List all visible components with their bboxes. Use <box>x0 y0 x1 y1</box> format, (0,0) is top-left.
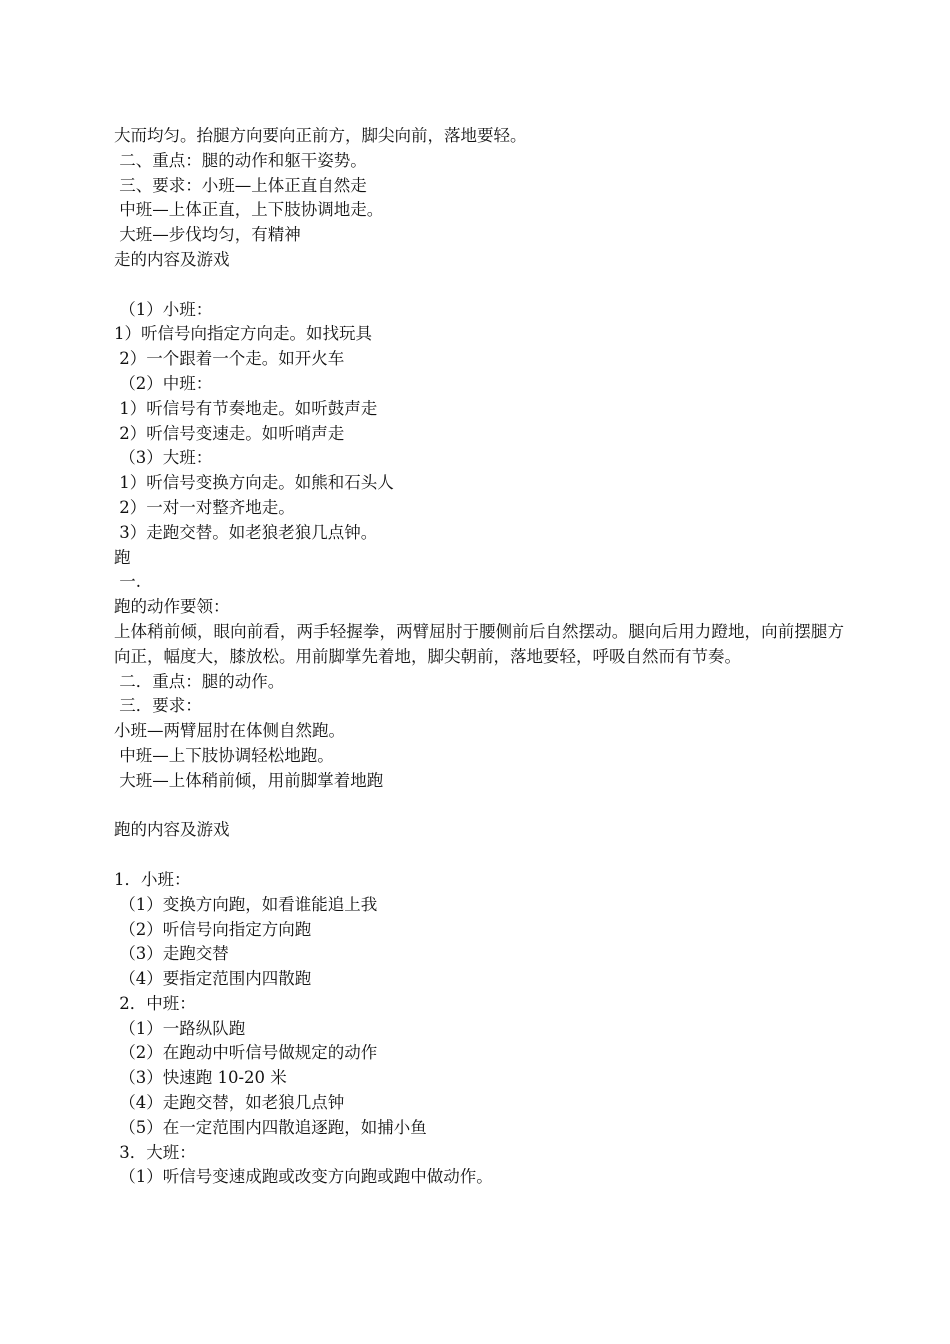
walk-req-senior: 大班—步伐均匀，有精神 <box>114 225 301 245</box>
walk-middle-item-1: 1）听信号有节奏地走。如听鼓声走 <box>114 398 378 418</box>
walk-req-middle: 中班—上体正直，上下肢协调地走。 <box>114 200 384 220</box>
walk-small-item-1: 1）听信号向指定方向走。如找玩具 <box>114 324 372 344</box>
walk-senior-item-3: 3）走跑交替。如老狼老狼几点钟。 <box>114 522 378 542</box>
walk-middle-class: （2）中班： <box>114 373 213 393</box>
run-small-item-1: （1）变换方向跑，如看谁能追上我 <box>114 894 378 914</box>
run-middle-item-5: （5）在一定范围内四散追逐跑，如捕小鱼 <box>114 1117 427 1137</box>
walk-senior-item-2: 2）一对一对整齐地走。 <box>114 497 295 517</box>
run-senior-class: 3．大班： <box>114 1142 196 1162</box>
run-heading: 跑 <box>114 547 131 567</box>
run-middle-item-3: （3）快速跑 10-20 米 <box>114 1068 287 1088</box>
document-body <box>114 124 844 1190</box>
run-small-class: 1．小班： <box>114 869 191 889</box>
walk-content-title: 走的内容及游戏 <box>114 249 230 269</box>
run-content-title: 跑的内容及游戏 <box>114 820 230 840</box>
blank-line <box>114 843 844 868</box>
run-req-small: 小班—两臂屈肘在体侧自然跑。 <box>114 721 345 741</box>
run-middle-item-1: （1）一路纵队跑 <box>114 1018 246 1038</box>
walk-small-class: （1）小班： <box>114 299 213 319</box>
run-requirements: 三．要求： <box>114 696 202 716</box>
run-req-senior: 大班—上体稍前倾，用前脚掌着地跑 <box>114 770 384 790</box>
walk-key-point: 二、重点：腿的动作和躯干姿势。 <box>114 150 367 170</box>
blank-line <box>114 273 844 298</box>
run-middle-item-2: （2）在跑动中听信号做规定的动作 <box>114 1043 378 1063</box>
run-req-middle: 中班—上下肢协调轻松地跑。 <box>114 745 334 765</box>
walk-small-item-2: 2）一个跟着一个走。如开火车 <box>114 349 345 369</box>
run-essentials-title: 跑的动作要领： <box>114 597 230 617</box>
run-middle-item-4: （4）走跑交替，如老狼几点钟 <box>114 1093 345 1113</box>
run-key-point: 二．重点：腿的动作。 <box>114 671 285 691</box>
run-senior-item-1: （1）听信号变速成跑或改变方向跑或跑中做动作。 <box>114 1167 493 1187</box>
run-middle-class: 2．中班： <box>114 993 196 1013</box>
walk-middle-item-2: 2）听信号变速走。如听哨声走 <box>114 423 345 443</box>
blank-line <box>114 794 844 819</box>
walk-senior-item-1: 1）听信号变换方向走。如熊和石头人 <box>114 473 394 493</box>
walk-senior-class: （3）大班： <box>114 448 213 468</box>
run-section-one: 一. <box>114 572 141 592</box>
walk-requirements: 三、要求：小班—上体正直自然走 <box>114 175 367 195</box>
walk-essentials-end: 大而均匀。抬腿方向要向正前方，脚尖向前，落地要轻。 <box>114 126 527 145</box>
run-essentials-text: 上体稍前倾，眼向前看，两手轻握拳，两臂屈肘于腰侧前后自然摆动。腿向后用力蹬地，向前摆腿方向正，幅度大，膝放松。用前脚掌先着地，脚尖朝前，落地要轻，呼吸自然而有节奏。 <box>114 621 844 666</box>
run-small-item-2: （2）听信号向指定方向跑 <box>114 919 312 939</box>
run-small-item-4: （4）要指定范围内四散跑 <box>114 969 312 989</box>
run-small-item-3: （3）走跑交替 <box>114 944 229 964</box>
